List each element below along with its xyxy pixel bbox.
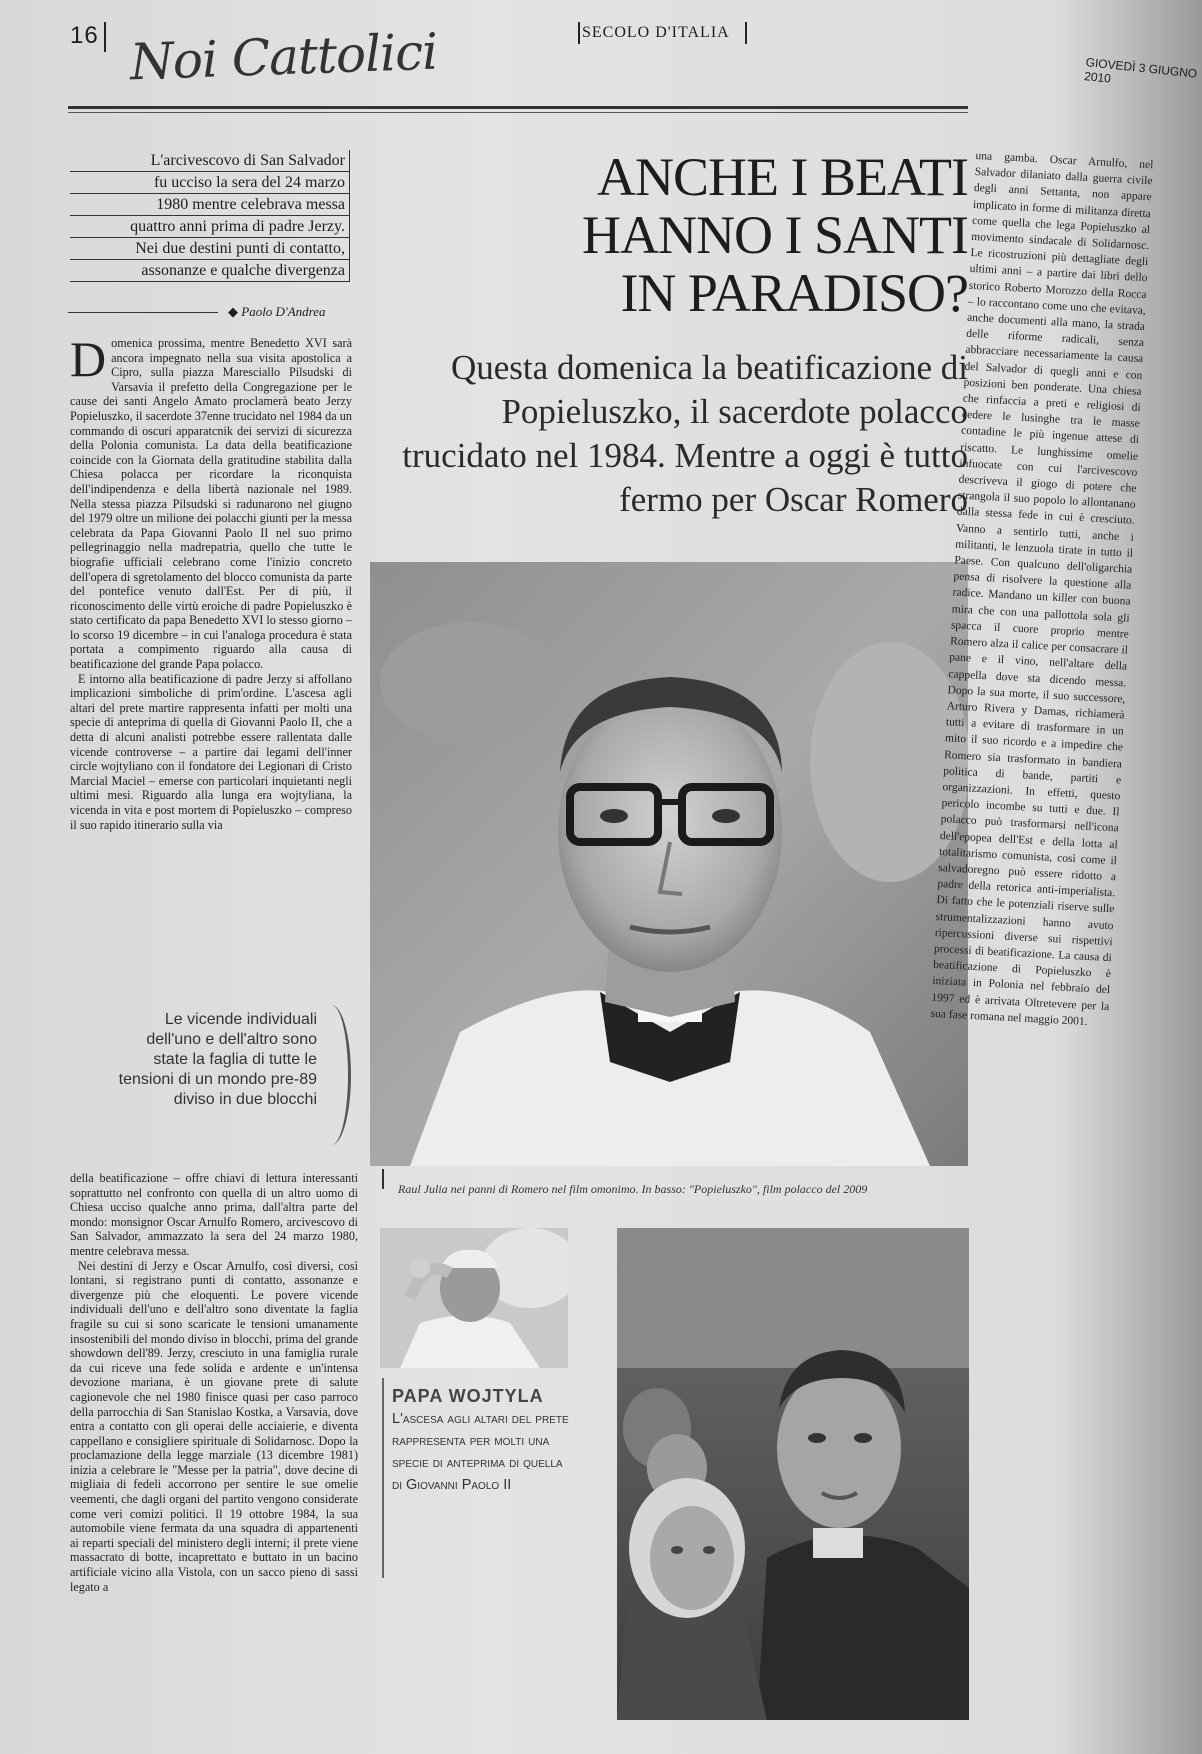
photo-popieluszko: [617, 1228, 969, 1720]
lead-summary: [70, 150, 350, 282]
paragraph: omenica prossima, mentre Benedetto XVI sarà ancora impegnato nella sua visita apostolica a Cipro, sulla piazza Maresciallo Pilsudski di Varsavia il prefetto della Congregazione per le cause dei santi Angelo Amato proclamerà beato Jerzy Popieluszko, il sacerdote 37enne trucidato nel 1984 da un commando di oscuri apparatcnik dei servizi di sicurezza della Polonia comunista. La data della beatificazione coincide con la Giornata della gratitudine stabilita dalla Chiesa polacca per ricordare la riconquista dell'indipendenza e della libertà nazionale nel 1989. Nella stessa piazza Pilsudski si radunarono nel giugno del 1979 oltre un milione dei polacchi giunti per la messa celebrata da Papa Giovanni Paolo II nel suo primo pellegrinaggio nella madrepatria, quello che tutte le biografie ufficiali celebrano come l'inizio concreto dell'opera di sgretolamento del blocco comunista da parte del pontefice venuto dall'Est. Per di più, il riconoscimento delle virtù eroiche di padre Popieluszko è stato certificato da papa Benedetto XVI lo stesso giorno – lo scorso 19 dicembre – in cui l'analoga procedura è stata portata a compimento riguardo alla causa di beatificazione del grande Papa polacco.: [70, 336, 352, 672]
masthead-divider-right: [745, 22, 747, 44]
masthead-divider-left: [578, 22, 580, 44]
photo-romero-illustration: [370, 562, 968, 1166]
headline: [420, 148, 968, 322]
lead-line: fu ucciso la sera del 24 marzo: [70, 172, 350, 194]
byline: ◆ Paolo D'Andrea: [228, 304, 326, 319]
pull-quote: Le vicende individuali dell'uno e dell'altro sono state la faglia di tutte le tensioni di un mondo pre-89 diviso in due blocchi: [118, 1011, 317, 1108]
lead-line: assonanze e qualche divergenza: [70, 260, 350, 282]
lead-line: quattro anni prima di padre Jerzy.: [70, 216, 350, 238]
subheadline: Questa domenica la beatificazione di Popieluszko, il sacerdote polacco trucidato nel 1984. Mentre a oggi è tutto fermo per Oscar Romero: [402, 348, 968, 519]
paragraph: E intorno alla beatificazione di padre Jerzy si affollano implicazioni simboliche di prim'ordine. L'ascesa agli altari del prete martire rappresenta infatti per molti una specie di anteprima di quella di Giovanni Paolo II, che a detta di alcuni analisti potrebbe essere rallentata dalle vicende controverse – a partire dai legami dell'inner circle wojtyliano con il fondatore dei Legionari di Cristo Marcial Maciel – emerse con particolari inquietanti negli ultimi mesi. Riguardo alla lunga era wojtyliana, la vicenda in vita e post mortem di Popieluszko – compreso il suo rapido itinerario sulla via: [70, 671, 352, 832]
paragraph: della beatificazione – offre chiavi di lettura interessanti soprattutto nel confronto con quella di un altro uomo di Chiesa ucciso qualche anno prima, dall'altra parte del mondo: monsignor Oscar Arnulfo Romero, arcivescovo di San Salvador, ammazzato la sera del 24 marzo 1980, mentre celebrava messa.: [70, 1171, 358, 1258]
drop-cap: D: [70, 331, 107, 387]
sidebar-rule: [382, 1378, 384, 1578]
photo-caption: Raul Julia nei panni di Romero nel film omonimo. In basso: "Popieluszko", film polacco del 2009: [398, 1182, 868, 1196]
page-number: 16: [70, 22, 99, 49]
photo-wojtyla: [380, 1228, 568, 1368]
lead-line: L'arcivescovo di San Salvador: [70, 150, 350, 172]
publication-name: SECOLO D'ITALIA: [582, 24, 730, 41]
body-column-left-bottom: [70, 1171, 358, 1594]
header-rule: [68, 106, 968, 109]
header-rule-thin: [68, 112, 968, 113]
lead-line: Nei due destini punti di contatto,: [70, 238, 350, 260]
body-column-left: [70, 331, 352, 832]
section-title: Noi Cattolici: [129, 22, 438, 92]
page-number-divider: [104, 22, 106, 52]
sidebar-text: L'ascesa agli altari del prete rappresenta per molti una specie di anteprima di quella di Giovanni Paolo II: [392, 1411, 569, 1493]
headline-line: ANCHE I BEATI: [597, 147, 968, 207]
paragraph: Nei destini di Jerzy e Oscar Arnulfo, così diversi, così lontani, si registrano punti di contatto, assonanze e divergenze più che eloquenti. Le povere vicende individuali dell'uno e dell'altro sono diventate la faglia fragile su cui si sono scaricate le tensioni umanamente insostenibili del mondo diviso in blocchi, prima del grande showdown dell'89. Jerzy, cresciuto in una famiglia rurale da cui riceve una fede solida e ardente e un'intensa devozione mariana, è un giovane prete di salute cagionevole che nel 1980 finisce quasi per caso parroco della parrocchia di San Stanislao Kostka, a Varsavia, dove entra a contatto con gli operai delle acciaierie, e diventa cappellano e consigliere spirituale di Solidarnosc. Dopo la proclamazione della legge marziale (13 dicembre 1981) inizia a celebrare le "Messe per la patria", dove decine di migliaia di fedeli accorrono per sentire le sue omelie veementi, che dagli organi del partito vengono considerate come veri comizi politici. Il 19 ottobre 1984, la sua automobile viene fermata da una squadra di appartenenti ai reparti speciali del ministero degli interni; il prete viene massacrato di botte, incaprettato e buttato in un bacino artificiale vicino alla Vistola, con un sacco pieno di sassi legato a: [70, 1258, 358, 1594]
headline-line: IN PARADISO?: [620, 263, 968, 323]
photo-popieluszko-illustration: [617, 1228, 969, 1720]
photo-wojtyla-illustration: [380, 1228, 568, 1368]
author-name: Paolo D'Andrea: [241, 304, 326, 319]
photo-romero: [370, 562, 968, 1166]
pull-quote-bracket: [312, 1005, 351, 1145]
body-column-right: una gamba. Oscar Arnulfo, nel Salvador dilaniato dalla guerra civile degli anni Settanta, non appare implicato in forme di militanza diretta come quella che lega Popieluszko al movimento sindacale di Solidarnosc. Le ricostruzioni più dettagliate degli ultimi anni – a partire dai libri dello storico Roberto Morozzo della Rocca – lo raccontano come uno che evitava, anche documenti alla mano, la strada delle riforme radicali, senza abbracciare necessariamente la causa del Salvador di quegli anni e con posizioni ben ponderate. Una chiesa che rinfaccia a preti e religiosi di cedere le lusinghe tra le masse contadine le più ingenue attese di riscatto. Le lunghissime omelie infuocate con cui l'arcivescovo descriveva il giogo di potere che strangola il suo popolo lo allontanano dalla stessa fede in cui è cresciuto. Vanno a sentirlo tutti, anche i militanti, le lenzuola tirate in tutto il Paese. Con qualcuno dell'oligarchia pensa di risolvere la questione alla radice. Mandano un killer con buona mira che con una pallottola sola gli spacca il cuore proprio mentre Romero alza il calice per consacrare il pane e il vino, nell'altare della cappella dove sta dicendo messa. Dopo la sua morte, il suo successore, Arturo Rivera y Damas, richiamerà tutti a evitare di trasformare in un mito il suo ricordo e a impedire che Romero sia trasformato in bandiera politica di bande, partiti e organizzazioni. In effetti, questo pericolo incombe su tutti e due. Il polacco può trasformarsi nell'icona dell'epopea dell'Est e della lotta al totalitarismo comunista, così come il salvadoregno può essere ridotto a padre della retorica anti-imperialista. Di fatto che le potenziali riserve sulle strumentalizzazioni hanno avuto ripercussioni diverse sui rispettivi processi di beatificazione. La causa di beatificazione di Popieluszko è iniziata in Polonia nel febbraio del 1997 ed è arrivata Oltretevere per la sua fase romana nel maggio 2001.: [930, 149, 1154, 1028]
byline-rule: [68, 312, 218, 313]
headline-line: HANNO I SANTI: [582, 205, 968, 265]
caption-marker: [382, 1169, 384, 1189]
sidebar-title: PAPA WOJTYLA: [392, 1386, 544, 1406]
issue-date: GIOVEDÌ 3 GIUGNO 2010: [1083, 55, 1198, 86]
lead-line: 1980 mentre celebrava messa: [70, 194, 350, 216]
